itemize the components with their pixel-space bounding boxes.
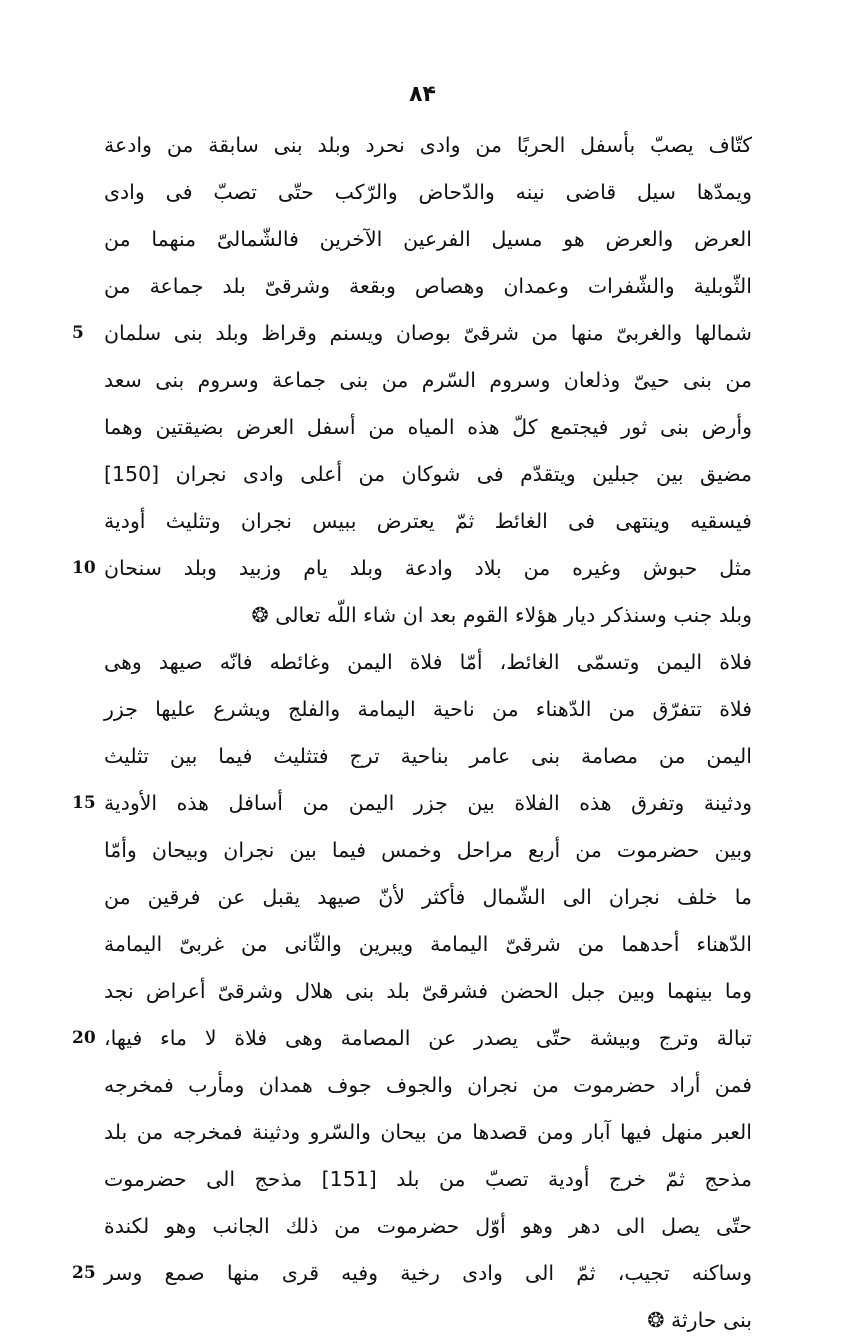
- text-line: [104, 686, 752, 733]
- text-line: [104, 263, 752, 310]
- text-line-content: ويمدّها سيل قاضى نينه والدّحاض والرّكب حتّى تصبّ فى وادى: [104, 180, 752, 204]
- text-line-content: مذحج ثمّ خرج أودية تصبّ من بلد [151] مذحج الى حضرموت: [104, 1167, 753, 1191]
- text-line: [72, 780, 752, 827]
- text-line: [104, 968, 752, 1015]
- text-line: [104, 874, 752, 921]
- text-line-content: من بنى حيىّ وذلعان وسروم السّرم من بنى جماعة وسروم بنى سعد: [104, 368, 752, 392]
- line-number-marker: 25: [72, 1263, 96, 1283]
- text-line-content: فلاة اليمن وتسمّى الغائط، أمّا فلاة اليمن وغائطه فانّه صيهد وهى: [104, 650, 752, 674]
- text-line-content: حتّى يصل الى دهر وهو أوّل حضرموت من ذلك الجانب وهو لكندة: [104, 1214, 752, 1238]
- text-line: [104, 404, 752, 451]
- text-line: [104, 639, 752, 686]
- text-line: [104, 921, 752, 968]
- text-line: [104, 1297, 752, 1344]
- text-line: [104, 1156, 752, 1203]
- text-line-content: مضيق بين جبلين ويتقدّم فى شوكان من أعلى وادى نجران [150]: [104, 462, 752, 486]
- line-number-marker: 5: [72, 323, 84, 343]
- page-number: ٨۴: [409, 82, 436, 107]
- text-line: [72, 310, 752, 357]
- text-line-content: العبر منهل فيها آبار ومن قصدها من بيحان والسّرو ودثينة فمخرجه من بلد: [104, 1120, 752, 1144]
- text-line-content: كتّاف يصبّ بأسفل الحربًا من وادى نحرد وبلد بنى سابقة من وادعة: [104, 133, 752, 157]
- text-line-content: ودثينة وتفرق هذه الفلاة بين جزر اليمن من أسافل هذه الأودية: [104, 791, 752, 815]
- text-line: [104, 357, 752, 404]
- text-line-content: الثّوبلية والشّفرات وعمدان وهصاص وبقعة وشرقىّ بلد جماعة من: [104, 274, 752, 298]
- text-line-content: تبالة وترج وبيشة حتّى يصدر عن المصامة وهى فلاة لا ماء فيها،: [104, 1026, 752, 1050]
- text-line-content: مثل حبوش وغيره من بلاد وادعة وبلد يام وزبيد وبلد سنحان: [104, 556, 752, 580]
- text-line: [104, 169, 752, 216]
- text-line-content: الدّهناء أحدهما من شرقىّ اليمامة ويبرين والثّانى من غربىّ اليمامة: [104, 932, 752, 956]
- text-line-content: وساكنه تجيب، ثمّ الى وادى رخية وفيه قرى منها صمع وسر: [104, 1261, 752, 1285]
- text-line-content: فلاة تتفرّق من الدّهناء من ناحية اليمامة والفلج ويشرع عليها جزر: [104, 697, 752, 721]
- text-line: [104, 216, 752, 263]
- text-line: [104, 827, 752, 874]
- arabic-text-body: [72, 122, 753, 1344]
- text-line-content: ما خلف نجران الى الشّمال فأكثر لأنّ صيهد يقبل عن فرقين من: [104, 885, 752, 909]
- text-line: [72, 545, 752, 592]
- text-line-content: وبين حضرموت من أربع مراحل وخمس فيما بين نجران وبيحان وأمّا: [104, 838, 752, 862]
- text-line: [72, 1250, 752, 1297]
- text-line-content: بنى حارثة ❂: [647, 1308, 752, 1332]
- text-line-content: العرض والعرض هو مسيل الفرعين الآخرين فالشّمالىّ منهما من: [104, 227, 752, 251]
- text-line: [104, 451, 752, 498]
- text-line-content: شمالها والغربىّ منها من شرقىّ بوصان ويسنم وقراظ وبلد بنى سلمان: [104, 321, 752, 345]
- text-line-content: وبلد جنب وسنذكر ديار هؤلاء القوم بعد ان شاء اللّه تعالى ❂: [251, 603, 752, 627]
- text-line-content: وما بينهما وبين جبل الحضن فشرقىّ بلد بنى هلال وشرقىّ أعراض نجد: [104, 979, 752, 1003]
- line-number-marker: 20: [72, 1028, 96, 1048]
- text-line: [104, 122, 752, 169]
- text-line: [104, 1062, 752, 1109]
- text-line: [104, 498, 752, 545]
- line-number-marker: 15: [72, 793, 96, 813]
- text-line-content: فيسقيه وينتهى فى الغائط ثمّ يعترض ببيس نجران وتثليث أودية: [104, 509, 752, 533]
- text-line: [104, 1109, 752, 1156]
- text-line-content: وأرض بنى ثور فيجتمع كلّ هذه المياه من أسفل العرض بضيقتين وهما: [104, 415, 752, 439]
- text-line-content: اليمن من مصامة بنى عامر بناحية ترج فتثليث فيما بين تثليث: [104, 744, 752, 768]
- line-number-marker: 10: [72, 558, 96, 578]
- text-line: [104, 592, 752, 639]
- text-line: [104, 1203, 752, 1250]
- text-line: [104, 733, 752, 780]
- text-line-content: فمن أراد حضرموت من نجران والجوف جوف همدان ومأرب فمخرجه: [104, 1073, 752, 1097]
- text-line: [72, 1015, 752, 1062]
